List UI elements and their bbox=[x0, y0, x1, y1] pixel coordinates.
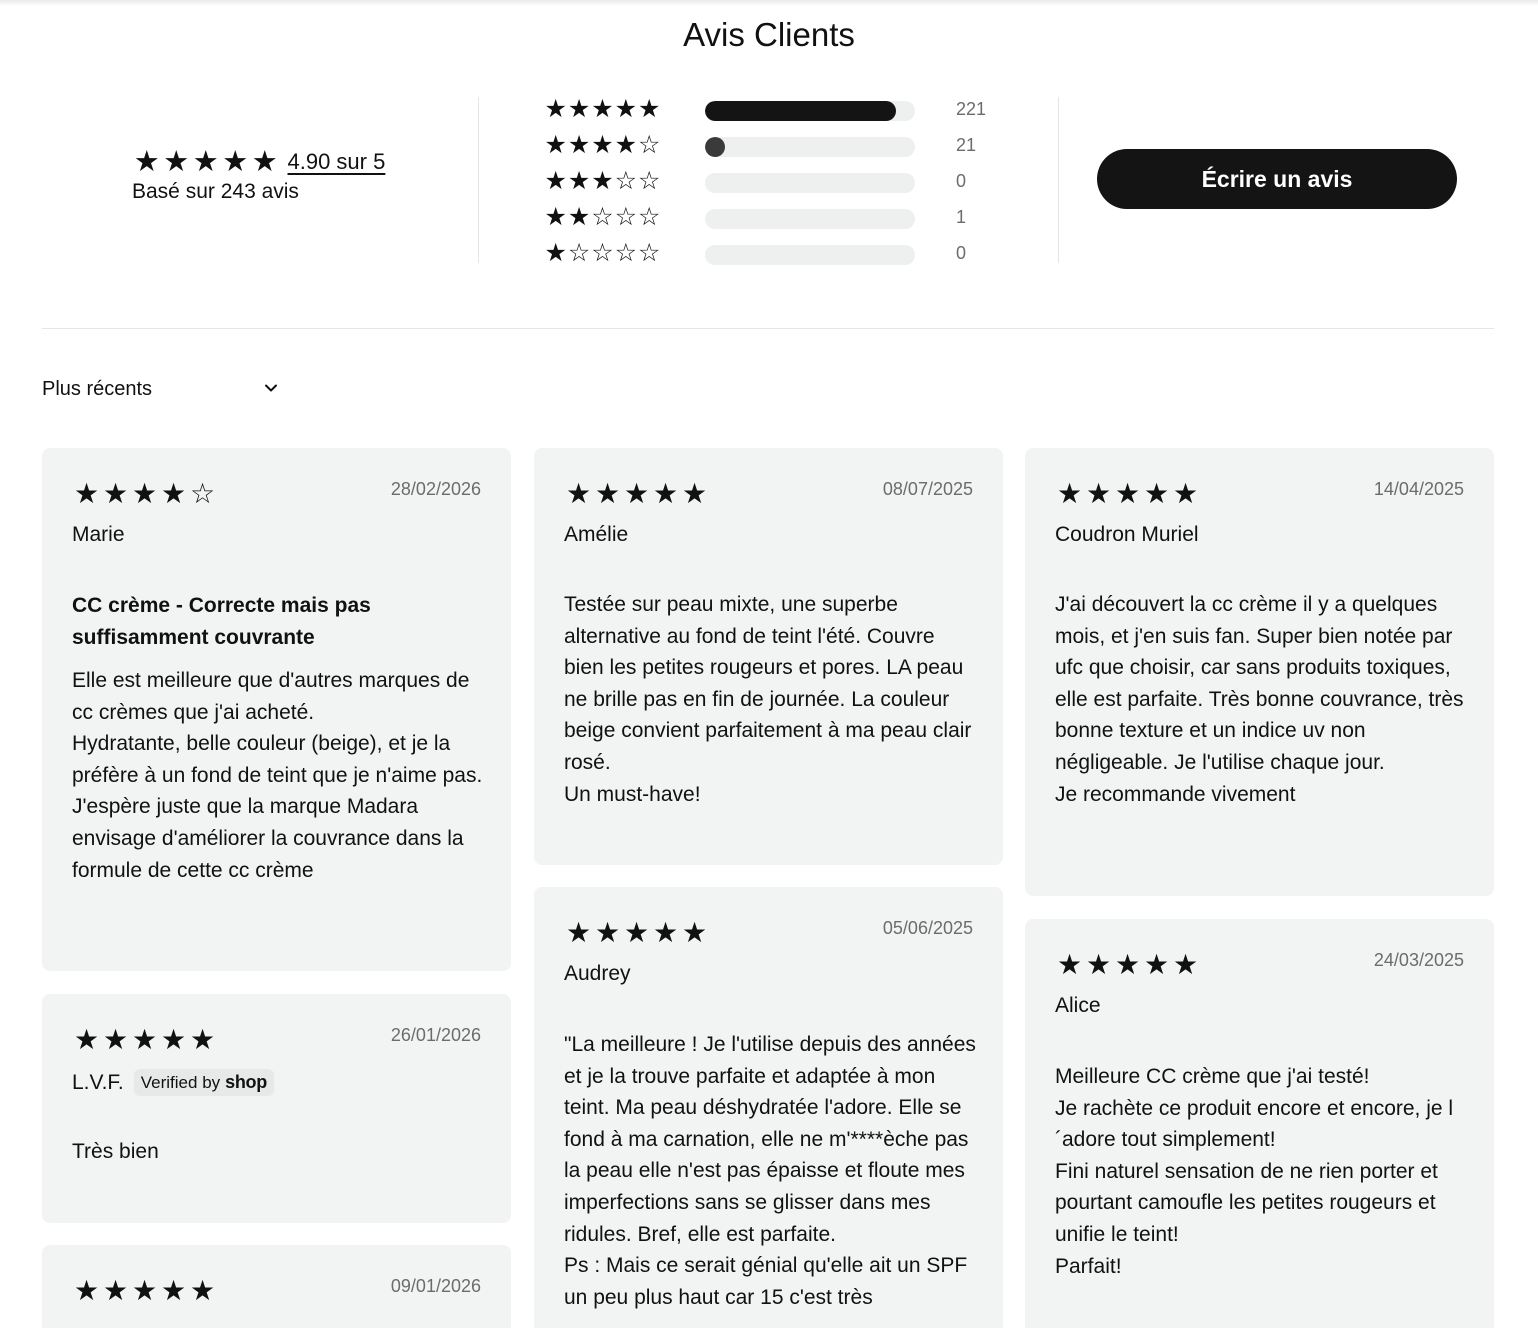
star-icon: ★ bbox=[189, 1275, 216, 1306]
star-icon: ★ bbox=[131, 1275, 158, 1306]
review-stars bbox=[564, 478, 709, 510]
star-icon: ☆ bbox=[638, 203, 661, 231]
author-name: Amélie bbox=[564, 523, 629, 546]
star-icon: ★ bbox=[544, 95, 567, 123]
review-stars bbox=[72, 1024, 217, 1056]
divider bbox=[478, 97, 479, 263]
average-rating-link[interactable]: 4.90 sur 5 bbox=[287, 149, 386, 174]
review-body: Testée sur peau mixte, une superbe alternative au fond de teint l'été. Couvre bien les petites rougeurs et pores. LA peau ne brille pas en fin de journée. La couleur beige convient parfaitement à ma peau clair rosé. Un must-have! bbox=[564, 593, 972, 806]
review-date: 14/04/2025 bbox=[1373, 479, 1464, 499]
review-date: 28/02/2026 bbox=[390, 479, 481, 499]
star-icon: ☆ bbox=[614, 203, 638, 231]
star-icon: ★ bbox=[192, 146, 219, 178]
histogram-bar bbox=[705, 101, 915, 121]
star-icon: ★ bbox=[565, 917, 592, 948]
review-card bbox=[42, 448, 511, 971]
star-icon: ★ bbox=[594, 917, 621, 948]
verified-badge bbox=[134, 1069, 274, 1096]
histogram-bar bbox=[705, 209, 915, 229]
review-stars bbox=[1055, 478, 1200, 510]
review-card bbox=[42, 994, 511, 1223]
star-icon: ★ bbox=[102, 1024, 129, 1055]
star-icon: ★ bbox=[222, 146, 249, 178]
histogram-bar-fill bbox=[705, 137, 725, 157]
star-icon: ★ bbox=[591, 167, 614, 195]
star-icon: ★ bbox=[565, 478, 592, 509]
star-icon: ☆ bbox=[638, 131, 661, 159]
review-author bbox=[72, 523, 125, 547]
star-icon: ★ bbox=[1056, 949, 1083, 980]
review-title: CC crème - Correcte mais pas suffisamment couvrante bbox=[72, 594, 371, 649]
star-rating bbox=[544, 236, 661, 270]
histogram-bar bbox=[705, 173, 915, 193]
star-icon: ★ bbox=[681, 478, 708, 509]
star-icon: ★ bbox=[163, 146, 190, 178]
star-icon: ☆ bbox=[638, 167, 661, 195]
star-icon: ☆ bbox=[614, 239, 638, 267]
star-icon: ★ bbox=[102, 1275, 129, 1306]
review-stars bbox=[1055, 949, 1200, 981]
divider bbox=[1058, 97, 1059, 263]
star-icon: ★ bbox=[189, 1024, 216, 1055]
review-date: 09/01/2026 bbox=[390, 1276, 481, 1296]
verified-prefix: Verified by bbox=[140, 1073, 221, 1092]
star-icon: ★ bbox=[614, 95, 638, 123]
sort-dropdown[interactable] bbox=[42, 374, 282, 404]
review-author bbox=[1055, 523, 1199, 547]
review-body: J'ai découvert la cc crème il y a quelques mois, et j'en suis fan. Super bien notée par ufc que choisir, car sans produits toxiques, elle est parfaite. Très bonne couvrance, très bonne texture et un indice uv non négligeable. Je l'utilise chaque jour. Je recommande vivement bbox=[1055, 593, 1464, 806]
star-icon: ★ bbox=[160, 1024, 187, 1055]
section-divider bbox=[42, 328, 1494, 329]
chevron-down-icon bbox=[264, 381, 278, 395]
star-icon: ☆ bbox=[591, 239, 614, 267]
star-rating bbox=[544, 128, 661, 162]
star-icon: ★ bbox=[251, 146, 278, 178]
review-body: Meilleure CC crème que j'ai testé! Je rachète ce produit encore et encore, je l´adore tout simplement! Fini naturel sensation de ne rien porter et pourtant camoufle les petites rougeurs et unifie le teint! Parfait! bbox=[1055, 1065, 1454, 1278]
star-icon: ★ bbox=[1143, 478, 1170, 509]
review-body: Très bien bbox=[72, 1140, 159, 1163]
star-icon: ☆ bbox=[189, 478, 216, 509]
star-icon: ★ bbox=[652, 917, 679, 948]
header-shadow bbox=[0, 0, 1538, 6]
review-author bbox=[72, 1069, 274, 1096]
review-author bbox=[564, 962, 631, 986]
star-icon: ★ bbox=[623, 478, 650, 509]
histogram-bar bbox=[705, 245, 915, 265]
star-icon: ★ bbox=[131, 478, 158, 509]
sort-selected-label: Plus récents bbox=[42, 377, 153, 400]
author-name: Audrey bbox=[564, 962, 631, 985]
star-icon: ★ bbox=[544, 203, 567, 231]
write-review-button[interactable]: Écrire un avis bbox=[1097, 149, 1457, 209]
star-icon: ★ bbox=[544, 131, 567, 159]
star-icon: ☆ bbox=[591, 203, 614, 231]
star-icon: ★ bbox=[133, 146, 160, 178]
star-icon: ★ bbox=[638, 95, 661, 123]
histogram-row-4[interactable] bbox=[544, 128, 1004, 164]
star-icon: ★ bbox=[594, 478, 621, 509]
star-icon: ☆ bbox=[567, 239, 591, 267]
review-card bbox=[42, 1245, 511, 1328]
review-stars bbox=[564, 917, 709, 949]
star-rating bbox=[544, 92, 661, 126]
review-body: "La meilleure ! Je l'utilise depuis des années et je la trouve parfaite et adaptée à mon teint. Ma peau déshydratée l'adore. Elle se fond à ma carnation, elle ne m'****èche pas la peau elle n'est pas épaisse et floute mes imperfections sans se glisser dans mes ridules. Bref, elle est parfaite. Ps : Mais ce serait génial qu'elle ait un SPF un peu plus haut car 15 c'est très bbox=[564, 1033, 976, 1309]
review-stars bbox=[72, 1275, 217, 1307]
star-icon: ★ bbox=[567, 95, 591, 123]
star-icon: ★ bbox=[623, 917, 650, 948]
star-icon: ★ bbox=[681, 917, 708, 948]
star-icon: ★ bbox=[567, 167, 591, 195]
star-icon: ★ bbox=[102, 478, 129, 509]
star-icon: ☆ bbox=[614, 167, 638, 195]
star-icon: ★ bbox=[1143, 949, 1170, 980]
review-card bbox=[534, 448, 1003, 865]
star-icon: ★ bbox=[73, 1275, 100, 1306]
histogram-bar bbox=[705, 137, 915, 157]
rating-summary bbox=[132, 146, 462, 204]
star-icon: ★ bbox=[73, 1024, 100, 1055]
page-title: Avis Clients bbox=[683, 16, 855, 53]
star-icon: ★ bbox=[1114, 478, 1141, 509]
star-icon: ★ bbox=[1172, 478, 1199, 509]
star-rating bbox=[544, 200, 661, 234]
average-stars bbox=[132, 146, 280, 178]
review-date: 26/01/2026 bbox=[390, 1025, 481, 1045]
star-icon: ★ bbox=[591, 95, 614, 123]
author-name: Marie bbox=[72, 523, 125, 546]
author-name: L.V.F. bbox=[72, 1070, 124, 1094]
star-icon: ★ bbox=[1085, 949, 1112, 980]
histogram-count: 1 bbox=[956, 207, 967, 227]
star-icon: ★ bbox=[1172, 949, 1199, 980]
histogram-count: 221 bbox=[956, 99, 987, 119]
star-icon: ★ bbox=[544, 239, 567, 267]
rating-histogram bbox=[544, 92, 1004, 272]
star-icon: ★ bbox=[1056, 478, 1083, 509]
star-icon: ★ bbox=[73, 478, 100, 509]
average-rating-row bbox=[132, 146, 462, 178]
histogram-count: 0 bbox=[956, 171, 967, 191]
star-rating bbox=[544, 164, 661, 198]
star-icon: ★ bbox=[131, 1024, 158, 1055]
star-icon: ★ bbox=[567, 131, 591, 159]
histogram-count: 0 bbox=[956, 243, 967, 263]
star-icon: ★ bbox=[160, 1275, 187, 1306]
star-icon: ★ bbox=[652, 478, 679, 509]
review-count-text: Basé sur 243 avis bbox=[132, 180, 299, 203]
review-card bbox=[1025, 919, 1494, 1328]
star-icon: ★ bbox=[567, 203, 591, 231]
author-name: Coudron Muriel bbox=[1055, 523, 1199, 546]
review-body: Elle est meilleure que d'autres marques de cc crèmes que j'ai acheté. Hydratante, belle couleur (beige), et je la préfère à un fond de teint que je n'aime pas. J'espère juste que la marque Madara envisage d'améliorer la couvrance dans la formule de cette cc crème bbox=[72, 669, 483, 882]
star-icon: ★ bbox=[591, 131, 614, 159]
review-card bbox=[1025, 448, 1494, 896]
review-author bbox=[564, 523, 628, 547]
histogram-row-5[interactable] bbox=[544, 92, 1004, 128]
review-date: 24/03/2025 bbox=[1373, 950, 1464, 970]
review-author bbox=[1055, 994, 1101, 1018]
shop-logo: shop bbox=[225, 1072, 267, 1092]
histogram-count: 21 bbox=[956, 135, 977, 155]
review-date: 05/06/2025 bbox=[882, 918, 973, 938]
histogram-bar-fill bbox=[705, 101, 896, 121]
histogram-row-2[interactable] bbox=[544, 200, 1004, 236]
histogram-row-1[interactable] bbox=[544, 236, 1004, 272]
star-icon: ★ bbox=[1085, 478, 1112, 509]
star-icon: ★ bbox=[1114, 949, 1141, 980]
author-name: Alice bbox=[1055, 994, 1101, 1017]
review-card bbox=[534, 887, 1003, 1328]
star-icon: ★ bbox=[160, 478, 187, 509]
review-date: 08/07/2025 bbox=[882, 479, 973, 499]
review-stars bbox=[72, 478, 217, 510]
star-icon: ★ bbox=[614, 131, 638, 159]
histogram-row-3[interactable] bbox=[544, 164, 1004, 200]
star-icon: ☆ bbox=[638, 239, 661, 267]
star-icon: ★ bbox=[544, 167, 567, 195]
